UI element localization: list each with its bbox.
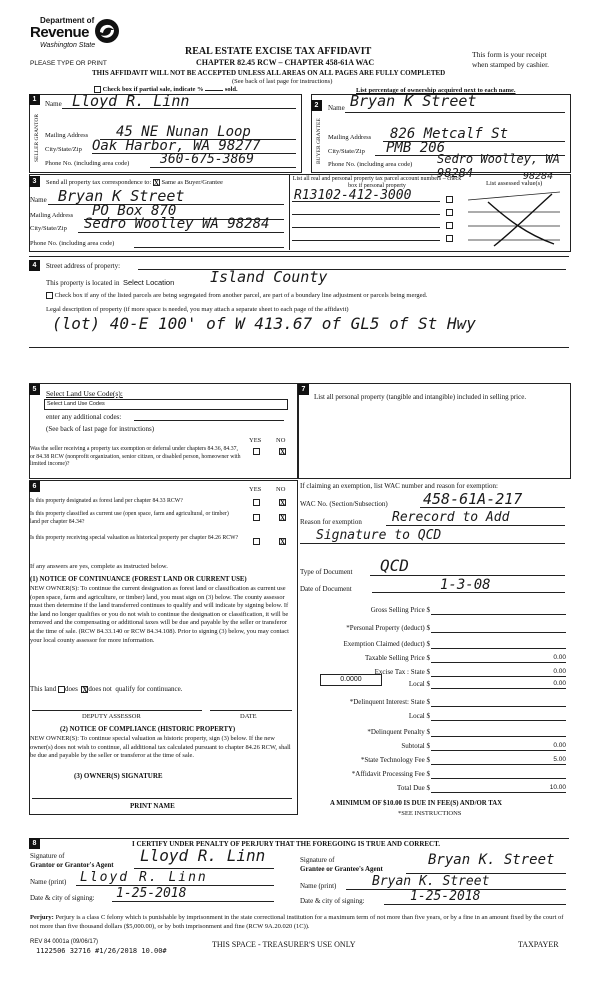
reason-text-1[interactable]: Rerecord to Add [392, 510, 510, 525]
fee-value[interactable]: 0.00 [553, 680, 566, 687]
perjury-text: Perjury is a class C felony which is punishable by imprisonment in the state correctional institution for a maximum term of not more than five years, or by a fine in an amount fixed by the court of not more than five thousand dollars ($5,000.00), or by both imprisonment and fine (RCW 9A.20.020 (1C)). [30, 914, 564, 930]
fee-row [300, 784, 566, 794]
does-checkbox[interactable] [58, 686, 65, 693]
grantor-name-print[interactable]: Lloyd R. Linn [80, 870, 208, 885]
seller-phone[interactable]: 360-675-3869 [160, 152, 254, 167]
print-name-line [32, 798, 292, 799]
seller-address[interactable]: 45 NE Nunan Loop [116, 124, 251, 140]
parcel-line-3 [292, 227, 440, 228]
buyer-name-line [345, 112, 565, 113]
fee-label: Gross Selling Price $ [370, 606, 430, 614]
parcel-line-4 [292, 240, 440, 241]
fee-line [431, 778, 566, 779]
section-number-1: 1 [29, 94, 40, 105]
grantee-sig-label [300, 856, 383, 874]
sec3-phone-label: Phone No. (including area code) [30, 240, 115, 247]
fee-label: Excise Tax : State $ [374, 668, 430, 676]
buyer-address[interactable]: 826 Metcalf St [390, 126, 509, 142]
sec6-q2: Is this property classified as current use (open space, farm and agricultural, or timber) land per chapter 84.34? [30, 511, 229, 525]
section-number-6: 6 [29, 481, 40, 492]
perjury-label: Perjury: [30, 914, 54, 921]
receipt-line2: when stamped by cashier. [472, 60, 550, 69]
buyer-side-label [316, 116, 324, 166]
wac-number[interactable]: 458-61A-217 [423, 490, 523, 508]
fee-label: Taxable Selling Price $ [364, 654, 430, 662]
sec7-text: List all personal property (tangible and intangible) included in selling price. [314, 393, 527, 401]
fee-value[interactable]: 10.00 [549, 784, 566, 791]
exempt-claim: If claiming an exemption, list WAC number and reason for exemption: [300, 482, 498, 490]
buyer-city-label: City/State/Zip [328, 148, 365, 155]
segregation-checkbox[interactable] [46, 292, 53, 299]
seller-name-label: Name [45, 100, 62, 108]
certify-text: I CERTIFY UNDER PENALTY OF PERJURY THAT THE FOREGOING IS TRUE AND CORRECT. [132, 840, 441, 848]
sec3-address[interactable]: PO Box 870 [92, 203, 177, 219]
seller-side-label [34, 112, 42, 164]
minimum-note: A MINIMUM OF $10.00 IS DUE IN FEE(S) AND/OR TAX [330, 800, 503, 807]
reason-line-1 [386, 525, 565, 526]
if-any-yes: If any answers are yes, complete as instructed below. [30, 563, 168, 570]
rev-number: REV 84 0001a (09/06/17) [30, 939, 99, 945]
fee-label: *Affidavit Processing Fee $ [351, 770, 430, 778]
fee-label: Subtotal $ [401, 742, 430, 750]
sec3-city[interactable]: Sedro Woolley WA 98284 [84, 216, 270, 232]
fee-line [431, 706, 566, 707]
grantor-name-label: Name (print) [30, 878, 67, 886]
fee-row [300, 712, 566, 722]
grantee-date-line [384, 904, 566, 905]
buyer-name[interactable]: Bryan K Street [350, 92, 477, 110]
section-number-4: 4 [29, 260, 40, 271]
notice2-text: NEW OWNER(S): To continue special valuation as historic property, sign (3) below. If the new owner(s) does not wish to continue, all additional tax calculated pursuant to chapter 84.26 RCW, shall be due and payable by the seller or transferor at the time of sale. [30, 735, 291, 760]
seller-phone-label: Phone No. (including area code) [45, 160, 130, 167]
reason-line-2 [300, 543, 565, 544]
logo-swirl-icon [94, 18, 120, 44]
fee-row [300, 756, 566, 766]
fee-label: *Delinquent Penalty $ [367, 728, 430, 736]
local-rate-box[interactable]: 0.0000 [320, 674, 382, 686]
parcel-line-2 [292, 214, 440, 215]
sec5-seeback: (See back of last page for instructions) [46, 425, 155, 433]
located-in [46, 278, 174, 287]
grantor-date-line [112, 901, 274, 902]
fee-row [300, 770, 566, 780]
seller-side-text: SELLER GRANTOR [34, 113, 40, 163]
fee-label: Local $ [408, 712, 430, 720]
notice1-text: NEW OWNER(S): To continue the current designation as forest land or classification as current use (open space, farm and agriculture, or timber) land, you must sign on (3) below. The county assessor must then determine if the land transferred continues to qualify and will indicate by signing below. If the land no longer qualifies or you do not wish to continue the designation or classification, it will be removed and the compensating or additional taxes will be due and payable by the seller or transferor at the time of sale. (RCW 84.33.140 or RCW 84.34.108). Prior to signing (3) below, you may contact your local county assessor for more information. [30, 585, 289, 644]
section-number-3: 3 [29, 176, 40, 187]
doesnot-label: does not [88, 685, 112, 693]
sec6-q3: Is this property receiving special valuation as historical property per chapter 84.26 RCW? [30, 535, 239, 541]
logo-revenue: Revenue [30, 24, 90, 41]
fee-line [431, 648, 566, 649]
fee-label: *State Technology Fee $ [360, 756, 430, 764]
fee-label: Total Due $ [397, 784, 430, 792]
see-instructions: *SEE INSTRUCTIONS [398, 810, 462, 817]
does-label: does [65, 685, 78, 693]
same-as-buyer-checkbox[interactable]: X [153, 179, 159, 188]
please-type: PLEASE TYPE OR PRINT [30, 60, 107, 67]
section-number-7: 7 [298, 384, 309, 395]
fee-label: Exemption Claimed (deduct) $ [343, 640, 430, 648]
personal-checkbox-3[interactable] [446, 222, 453, 229]
assessed-note: 98284 [523, 171, 554, 182]
land-use-dropdown[interactable]: Select Land Use Codes [44, 399, 288, 410]
buyer-phone[interactable]: Sedro Woolley, WA 98284 [437, 152, 560, 180]
fee-row [300, 654, 566, 664]
thisland-label: This land [30, 685, 57, 693]
fee-line [431, 764, 566, 765]
warning: THIS AFFIDAVIT WILL NOT BE ACCEPTED UNLESS ALL AREAS ON ALL PAGES ARE FULLY COMPLETED [92, 69, 446, 77]
sec6-q1: Is this property designated as forest land per chapter 84.33 RCW? [30, 498, 183, 504]
q3-no-checkbox[interactable]: X [280, 538, 286, 546]
sec3-phone-line [134, 247, 284, 248]
sec3-name[interactable]: Bryan K Street [58, 187, 185, 205]
sec3-city-label: City/State/Zip [30, 225, 67, 232]
grantor-signature[interactable]: Lloyd R. Linn [140, 846, 266, 865]
date-label: DATE [240, 713, 257, 720]
section-number-5: 5 [29, 384, 40, 395]
pct-label: List percentage of ownership acquired next to each name. [356, 87, 516, 94]
owner-signature-label: (3) OWNER(S) SIGNATURE [74, 772, 163, 780]
taxpayer-label: TAXPAYER [518, 940, 559, 949]
parcel-header: List all real and personal property tax parcel account numbers – check box if personal property [292, 176, 462, 189]
grantee-name-print[interactable]: Bryan K. Street [372, 874, 490, 889]
personal-checkbox-1[interactable] [446, 196, 453, 203]
grantor-date-label: Date & city of signing: [30, 894, 95, 902]
treasurer-label: THIS SPACE - TREASURER'S USE ONLY [212, 940, 356, 949]
street-line [138, 269, 566, 270]
form-title: REAL ESTATE EXCISE TAX AFFIDAVIT [185, 46, 372, 57]
fee-value[interactable]: 0.00 [553, 742, 566, 749]
located-label: This property is located in [46, 279, 120, 287]
partial-label: Check box if partial sale, indicate % [102, 86, 204, 93]
form-chapter: CHAPTER 82.45 RCW – CHAPTER 458-61A WAC [196, 58, 375, 67]
fee-line [431, 676, 566, 677]
grantor-sig-line [134, 868, 274, 869]
fee-row [300, 640, 566, 650]
doc-type[interactable]: QCD [380, 556, 409, 575]
q2-no-checkbox[interactable]: X [280, 514, 286, 522]
same-label: Same as Buyer/Grantee [161, 179, 223, 186]
logo-wa: Washington State [40, 42, 96, 49]
grantee-sig-l2: Grantee or Grantee's Agent [300, 865, 383, 873]
section-number-8: 8 [29, 838, 40, 849]
sold-label: sold. [224, 86, 238, 93]
fee-line [431, 632, 566, 633]
reason-text-2[interactable]: Signature to QCD [316, 528, 442, 543]
legal-description[interactable]: (lot) 40-E 100' of W 413.67 of GL5 of St Hwy [52, 314, 476, 333]
enter-codes-line [134, 420, 284, 421]
street-label: Street address of property: [46, 262, 121, 270]
fee-value[interactable]: 0.00 [553, 668, 566, 675]
fee-line [431, 736, 566, 737]
grantee-date[interactable]: 1-25-2018 [410, 889, 481, 904]
seller-city-label: City/State/Zip [45, 146, 82, 153]
sec3-addr-label: Mailing Address [30, 212, 74, 219]
sec3-divider [289, 174, 290, 250]
parcel-line-1 [292, 201, 440, 202]
fee-line [431, 614, 566, 615]
segregation [46, 292, 427, 299]
type-line [370, 575, 565, 576]
doc-date[interactable]: 1-3-08 [440, 577, 491, 593]
sec5-question: Was the seller receiving a property tax exemption or deferral under chapters 84.36, 84.37, or 84.38 RCW (nonprofit organization, senior citizen, or disabled person, homeowner with limited income)? [30, 446, 241, 467]
q2-yes-checkbox[interactable] [253, 514, 260, 521]
fee-line [431, 720, 566, 721]
date-doc-label: Date of Document [300, 585, 352, 593]
enter-codes-label: enter any additional codes: [46, 413, 122, 421]
location-select[interactable]: Select Location [122, 278, 175, 287]
buyer-name-label: Name [328, 104, 345, 112]
county[interactable]: Island County [210, 268, 328, 286]
notice2-title: (2) NOTICE OF COMPLIANCE (HISTORIC PROPERTY) [60, 726, 236, 733]
assessed-cross-mark [466, 190, 566, 248]
seller-addr-label: Mailing Address [45, 132, 89, 139]
fee-line [431, 662, 566, 663]
perjury-notice [30, 913, 570, 931]
dor-logo [28, 16, 123, 54]
sec6-yes: YES [249, 486, 262, 493]
grantor-sig-l1: Signature of [30, 852, 65, 860]
fee-label: Local $ [408, 680, 430, 688]
section-number-2: 2 [311, 100, 322, 111]
q1-yes-checkbox[interactable] [253, 499, 260, 506]
q3-yes-checkbox[interactable] [253, 538, 260, 545]
segregation-label: Check box if any of the listed parcels are being segregated from another parcel, are part of a boundary line adjustment or parcels being merged. [54, 292, 428, 299]
fee-label: *Delinquent Interest: State $ [349, 698, 430, 706]
personal-checkbox-2[interactable] [446, 209, 453, 216]
buyer-addr-label: Mailing Address [328, 134, 372, 141]
seller-phone-line [150, 167, 296, 168]
fee-line [431, 688, 566, 689]
buyer-city[interactable]: PMB 206 [386, 140, 446, 156]
grantor-sig-l2: Grantor or Grantor's Agent [30, 861, 114, 869]
see-back: (See back of last page for instructions) [232, 78, 333, 85]
grantee-signature[interactable]: Bryan K. Street [428, 852, 555, 868]
fee-row [300, 728, 566, 738]
grantee-date-label: Date & city of signing: [300, 897, 365, 905]
land-use-label: Select Land Use Code(s): [46, 389, 123, 398]
legal-label: Legal description of property (if more space is needed, you may attach a separate sheet to each page of the affidavit) [46, 306, 349, 313]
fee-line [431, 792, 566, 793]
buyer-side-text: BUYER GRANTEE [316, 118, 322, 164]
assessed-header: List assessed value(s) [486, 180, 543, 187]
fee-row [300, 742, 566, 752]
grantee-sig-l1: Signature of [300, 856, 335, 864]
q1-no-checkbox[interactable]: X [280, 499, 286, 507]
grantor-date[interactable]: 1-25-2018 [116, 886, 187, 901]
type-label: Type of Document [300, 568, 353, 576]
personal-checkbox-4[interactable] [446, 235, 453, 242]
sec5-yes: YES [249, 437, 262, 444]
fee-value[interactable]: 5.00 [553, 756, 566, 763]
cashier-stamp: 1122506 32716 #1/26/2018 10.00# [36, 947, 167, 955]
receipt-line1: This form is your receipt [472, 50, 547, 59]
fee-row [300, 698, 566, 708]
sec5-yes-checkbox[interactable] [253, 448, 260, 455]
this-land [30, 685, 182, 693]
buyer-phone-label: Phone No. (including area code) [328, 161, 413, 168]
qualify-label: qualify for continuance. [115, 685, 183, 693]
deputy-label: DEPUTY ASSESSOR [82, 713, 141, 720]
logo-dept: Department of [40, 16, 95, 25]
grantor-sig-label [30, 852, 114, 870]
grantee-name-label: Name (print) [300, 882, 337, 890]
notice1-title: (1) NOTICE OF CONTINUANCE (FOREST LAND OR CURRENT USE) [30, 576, 247, 583]
sec5-no-checkbox[interactable]: X [280, 448, 286, 456]
reason-label: Reason for exemption [300, 518, 362, 526]
deputy-line [32, 710, 202, 711]
parcel-number[interactable]: R13102-412-3000 [294, 188, 412, 203]
seller-name[interactable]: Lloyd R. Linn [72, 92, 190, 110]
sec5-no: NO [276, 437, 286, 444]
date-line [210, 710, 292, 711]
wac-label: WAC No. (Section/Subsection) [300, 500, 388, 508]
fee-label: *Personal Property (deduct) $ [346, 624, 430, 632]
send-correspondence [46, 179, 223, 186]
forest-section [29, 480, 298, 815]
fee-line [431, 750, 566, 751]
fee-value[interactable]: 0.00 [553, 654, 566, 661]
seller-city[interactable]: Oak Harbor, WA 98277 [92, 138, 261, 154]
print-name-label: PRINT NAME [130, 802, 175, 810]
sec6-no: NO [276, 486, 286, 493]
doesnot-checkbox[interactable]: X [82, 685, 88, 694]
sec3-city-line [78, 232, 284, 233]
fee-row [300, 624, 566, 634]
send-label: Send all property tax correspondence to: [46, 179, 152, 186]
sec3-name-label: Name [30, 196, 47, 204]
fee-row [300, 606, 566, 616]
